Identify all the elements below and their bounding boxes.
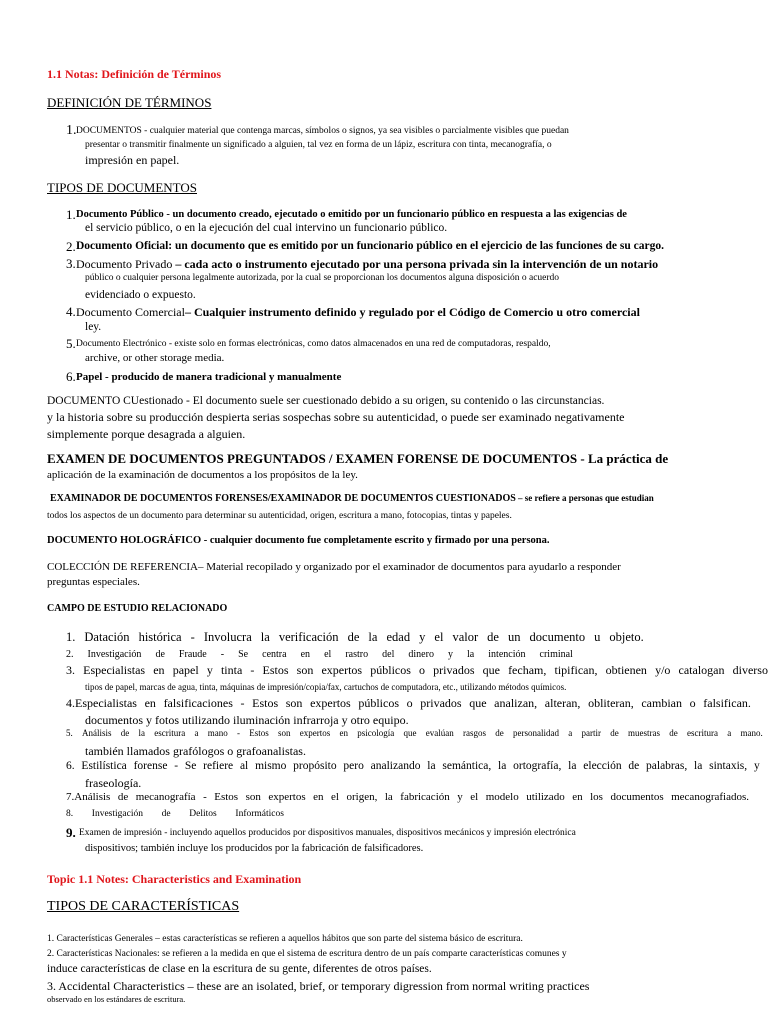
campo-word: de (610, 728, 619, 738)
campo-word: la (138, 728, 146, 738)
campo-word: evalúan (425, 728, 454, 738)
campo-word: el (434, 630, 444, 644)
campo-word: un (508, 630, 521, 644)
campo-word: cambian (641, 696, 682, 710)
campo-word: fabricación (400, 791, 450, 803)
campo-word: valor (452, 630, 479, 644)
campo-word: privados (433, 663, 475, 677)
tipo-rest: – Cualquier instrumento definido y regulado por el Código de Comercio u otro comercial (184, 305, 640, 319)
campo-word: mecanografía (135, 791, 196, 803)
campo-word: son (245, 791, 261, 803)
campo-word: los (590, 791, 603, 803)
campo-word: documentos (610, 791, 664, 803)
campo-word: 2. (66, 649, 74, 660)
campo-word: en (300, 649, 311, 660)
campo-item-mecanografia (66, 792, 749, 803)
campo-word: palabras, (646, 760, 688, 772)
tipo-num: 2. (66, 239, 76, 254)
examen-line (47, 452, 668, 465)
examen-line: aplicación de la examinación de documentos a los propósitos de la ley. (47, 469, 358, 481)
tipo-num: 5. (66, 336, 76, 351)
campo-item-datacion (66, 631, 644, 644)
campo-word: en (153, 663, 165, 677)
campo-word: de (161, 809, 171, 819)
campo-item-estilistica (66, 761, 760, 773)
campo-word: son (296, 663, 314, 677)
tipo-num: 4. (66, 304, 76, 319)
campo-line: dispositivos; también incluye los producidos por la fabricación de falsificadores. (85, 843, 424, 854)
caract-line: observado en los estándares de escritura. (47, 994, 186, 1004)
examinador-bold: EXAMINADOR DE DOCUMENTOS FORENSES/EXAMINADOR DE DOCUMENTOS CUESTIONADOS (50, 493, 516, 504)
campo-word: propósito (293, 760, 337, 772)
campo-word: o (419, 663, 426, 677)
campo-word: tinta (220, 663, 243, 677)
tipo-line: Papel - producido de manera tradicional y manualmente (76, 371, 342, 383)
campo-word: pero (343, 760, 364, 772)
campo-word: o (689, 696, 696, 710)
campo-word: muestras (628, 728, 660, 738)
campo-word: Involucra (203, 630, 252, 644)
campo-word: la (384, 791, 393, 803)
campo-word: la (368, 630, 378, 644)
campo-word: elección (583, 760, 622, 772)
caract-line: 2. Características Nacionales: se refieren a la medida en que el sistema de escritura dentro de un país comparte características comunes y (47, 949, 567, 959)
campo-word: falsifican. (703, 696, 751, 710)
campo-heading: CAMPO DE ESTUDIO RELACIONADO (47, 603, 228, 614)
campo-word: y (447, 649, 453, 660)
coleccion-line: preguntas especiales. (47, 576, 140, 588)
campo-word: la (498, 760, 507, 772)
tipo-line: ley. (85, 321, 102, 333)
caract-heading: TIPOS DE CARACTERÍSTICAS (47, 899, 240, 914)
campo-word: ortografía, (513, 760, 562, 772)
topic-title: Topic 1.1 Notes: Characteristics and Examination (47, 872, 302, 886)
campo-word: en (572, 791, 583, 803)
campo-word: edad (386, 630, 411, 644)
campo-word: histórica (138, 630, 182, 644)
campo-word: 6. (66, 760, 75, 772)
campo-word: origen, (346, 791, 378, 803)
campo-word: Estos (252, 696, 279, 710)
campo-word: la (260, 630, 270, 644)
campo-word: partir (581, 728, 601, 738)
campo-word: son (278, 728, 291, 738)
examen-rest: - La práctica de (577, 451, 669, 466)
campo-word: y (753, 760, 760, 772)
cuestionado-line: DOCUMENTO CUestionado - El documento suele ser cuestionado debido a su origen, su contenido o las circunstancias. (47, 395, 605, 407)
examinador-rest: – se refiere a personas que estudian (515, 493, 654, 503)
campo-word: 3. (66, 663, 75, 677)
campo-word: expertos (321, 663, 363, 677)
campo-item-papel-tinta (66, 664, 768, 676)
campo-item-falsificaciones (66, 697, 751, 709)
campo-word: 1. (66, 630, 76, 644)
campo-word: catalogan (678, 663, 725, 677)
campo-word: la (467, 649, 475, 660)
campo-word: Especialistas (83, 663, 146, 677)
campo-word: expertos (268, 791, 306, 803)
campo-word: Delitos (189, 809, 217, 819)
tipo-line (76, 306, 640, 318)
campo-word: - (203, 791, 207, 803)
campo-word: Análisis (82, 728, 112, 738)
tipo-line: archive, or other storage media. (85, 352, 225, 364)
campo-word: al (239, 760, 249, 772)
campo-word: Informáticos (235, 809, 284, 819)
campo-line: tipos de papel, marcas de agua, tinta, máquinas de impresión/copia/fax, cartuchos de computadora, etc., utilizando métodos químicos. (85, 682, 567, 692)
campo-word: mecanografiados. (671, 791, 749, 803)
campo-word: de (117, 791, 129, 803)
campo-word: mano. (740, 728, 763, 738)
tipo-line: Documento Oficial: un documento que es emitido por un funcionario público en el ejercicio de las funciones de su cargo. (76, 240, 664, 252)
campo-word: Investigación (87, 649, 142, 660)
campo-word: a (194, 728, 199, 738)
tipo-line: el servicio público, o en la ejecución del cual intervino un funcionario público. (85, 222, 448, 234)
def-item-line: DOCUMENTOS - cualquier material que contenga marcas, símbolos o signos, ya sea visibles o parcialmente visibles que puedan (76, 126, 569, 136)
campo-word: públicos (358, 696, 400, 710)
campo-word: de (347, 630, 360, 644)
def-item-line: impresión en papel. (85, 153, 180, 167)
campo-word: analizando (370, 760, 421, 772)
campo-word: en (339, 728, 349, 738)
campo-word: que (482, 663, 500, 677)
campo-word: mano (207, 728, 228, 738)
campo-word: diverso (732, 663, 768, 677)
campo-item-fraude (66, 650, 573, 660)
campo-word: 8. (66, 809, 74, 819)
examinador-line (50, 494, 654, 504)
campo-word: falsificaciones (163, 696, 233, 710)
campo-word: modelo (485, 791, 519, 803)
campo-word: psicología (357, 728, 395, 738)
campo-word: objeto. (609, 630, 644, 644)
campo-word: privados (420, 696, 462, 710)
campo-word: y (419, 630, 426, 644)
campo-line: documentos y fotos utilizando iluminación infrarroja y otro equipo. (85, 713, 409, 727)
campo-word: utilizado (526, 791, 565, 803)
tipo-num: 3. (66, 256, 76, 271)
campo-word: u (594, 630, 601, 644)
campo-word: sintaxis, (709, 760, 748, 772)
campo-word: y (457, 791, 463, 803)
campo-word: Estos (262, 663, 289, 677)
campo-word: escritura (687, 728, 718, 738)
caract-line: 3. Accidental Characteristics – these are an isolated, brief, or temporary digression from normal writing practices (47, 979, 590, 993)
campo-word: de (628, 760, 640, 772)
campo-word: mismo (255, 760, 287, 772)
tipo-bold: Documento Privado (76, 257, 173, 271)
cuestionado-line: y la historia sobre su producción despierta serias sospechas sobre su autenticidad, o puede ser examinado negativamente (47, 410, 625, 424)
def-item-num: 1. (66, 123, 77, 138)
tipo-line: evidenciado o expuesto. (85, 289, 196, 301)
campo-word: Estos (249, 728, 269, 738)
campo-word: criminal (539, 649, 573, 660)
campo-word: semántica, (442, 760, 492, 772)
campo-word: rasgos (463, 728, 487, 738)
campo-word: en (313, 791, 324, 803)
campo-word: intención (488, 649, 526, 660)
campo-word: obtienen (605, 663, 647, 677)
campo-word: en (144, 696, 156, 710)
campo-word: la (427, 760, 436, 772)
campo-word: y (206, 663, 213, 677)
campo-word: Datación (84, 630, 130, 644)
campo-line: Examen de impresión - incluyendo aquellos producidos por dispositivos manuales, dispositivos mecánicos y impresión electrónica (79, 828, 576, 838)
campo-word: Estilística (81, 760, 127, 772)
campo-word: la (694, 760, 703, 772)
tipo-line: Documento Público - un documento creado, ejecutado o emitido por un funcionario público en respuesta a las exigencias de (76, 209, 627, 220)
campo-word: que (403, 728, 417, 738)
section-title: 1.1 Notas: Definición de Términos (47, 67, 222, 81)
campo-word: Fraude (178, 649, 207, 660)
campo-word: centra (262, 649, 287, 660)
campo-word: tipifican, (554, 663, 598, 677)
tipo-line: público o cualquier persona legalmente autorizada, por la cual se proporcionan los documentos alguna disposición o acuerdo (85, 273, 560, 283)
campo-word: de (495, 728, 504, 738)
campo-word: expertos (310, 696, 351, 710)
campo-word: del (382, 649, 395, 660)
campo-word: el (324, 649, 332, 660)
campo-word: obliteran, (588, 696, 634, 710)
campo-word: papel (172, 663, 199, 677)
coleccion-line: COLECCIÓN DE REFERENCIA– Material recopilado y organizado por el examinador de documentos para ayudarlo a responder (47, 561, 621, 573)
campo-word: a (568, 728, 573, 738)
campo-word: 7.Análisis (66, 791, 111, 803)
campo-word: el (470, 791, 479, 803)
campo-word: - (240, 696, 245, 710)
campo-word: analizan, (494, 696, 538, 710)
campo-word: 4.Especialistas (66, 696, 137, 710)
campo-word: de (155, 649, 165, 660)
campo-word: refiere (203, 760, 234, 772)
campo-word: fecham, (508, 663, 547, 677)
campo-word: de (120, 728, 130, 738)
campo-word: - (174, 760, 179, 772)
campo-word: - (190, 630, 195, 644)
campo-word: personalidad (513, 728, 559, 738)
campo-word: el (331, 791, 339, 803)
campo-word: de (487, 630, 499, 644)
tipos-heading: TIPOS DE DOCUMENTOS (47, 180, 197, 195)
campo-word: de (669, 728, 678, 738)
examinador-line: todos los aspectos de un documento para determinar su autenticidad, origen, escritura a mano, fotocopias, tintas y papeles. (47, 511, 512, 521)
tipo-num: 6. (66, 369, 76, 384)
campo-word: Se (184, 760, 197, 772)
campo-word: Investigación (91, 809, 143, 819)
campo-word: 5. (66, 728, 73, 738)
campo-word: - (237, 728, 240, 738)
tipo-line: Documento Electrónico - existe solo en formas electrónicas, como datos almacenados en una red de computadoras, respaldo, (76, 339, 551, 349)
tipo-line (76, 258, 658, 270)
campo-line: fraseología. (85, 776, 142, 790)
campo-word: dinero (408, 649, 434, 660)
campo-word: documento (529, 630, 586, 644)
campo-word: expertos (299, 728, 331, 738)
campo-word: escritura (154, 728, 186, 738)
campo-word: Estos (214, 791, 239, 803)
holografico-line: DOCUMENTO HOLOGRÁFICO - cualquier documento fue completamente escrito y firmado por una persona. (47, 535, 550, 546)
caract-line: 1. Características Generales – estas características se refieren a aquellos hábitos que son parte del sistema básico de escritura. (47, 934, 523, 944)
campo-word: Se (238, 649, 249, 660)
examen-bold: EXAMEN DE DOCUMENTOS PREGUNTADOS / EXAMEN FORENSE DE DOCUMENTOS (47, 451, 578, 466)
campo-line: también llamados grafólogos o grafoanalistas. (85, 744, 306, 758)
campo-word: públicos (370, 663, 411, 677)
tipo-num: 1. (66, 207, 76, 222)
campo-word: forense (133, 760, 168, 772)
campo-word: verificación (278, 630, 339, 644)
campo-word: la (568, 760, 577, 772)
cuestionado-line: simplemente porque desagrada a alguien. (47, 427, 246, 441)
campo-word: alteran, (544, 696, 581, 710)
campo-word: o (406, 696, 413, 710)
campo-word: son (285, 696, 303, 710)
campo-num: 9. (66, 825, 76, 840)
definicion-heading: DEFINICIÓN DE TÉRMINOS (47, 95, 212, 110)
campo-item-delitos (66, 810, 284, 820)
campo-word: que (469, 696, 487, 710)
def-item-line: presentar o transmitir finalmente un significado a alguien, tal vez en forma de un lápiz, escritura con tinta, mecanografía, o (85, 140, 552, 150)
campo-item-escritura (66, 729, 763, 738)
caract-line: induce características de clase en la escritura de su gente, diferentes de otros países. (47, 963, 432, 975)
campo-word: - (250, 663, 255, 677)
tipo-rest: – cada acto o instrumento ejecutado por una persona privada sin la intervención de un notario (172, 257, 659, 271)
campo-word: - (220, 649, 225, 660)
campo-word: rastro (345, 649, 369, 660)
campo-word: a (727, 728, 732, 738)
tipo-bold: Documento Comercial (76, 305, 185, 319)
campo-word: y/o (655, 663, 671, 677)
